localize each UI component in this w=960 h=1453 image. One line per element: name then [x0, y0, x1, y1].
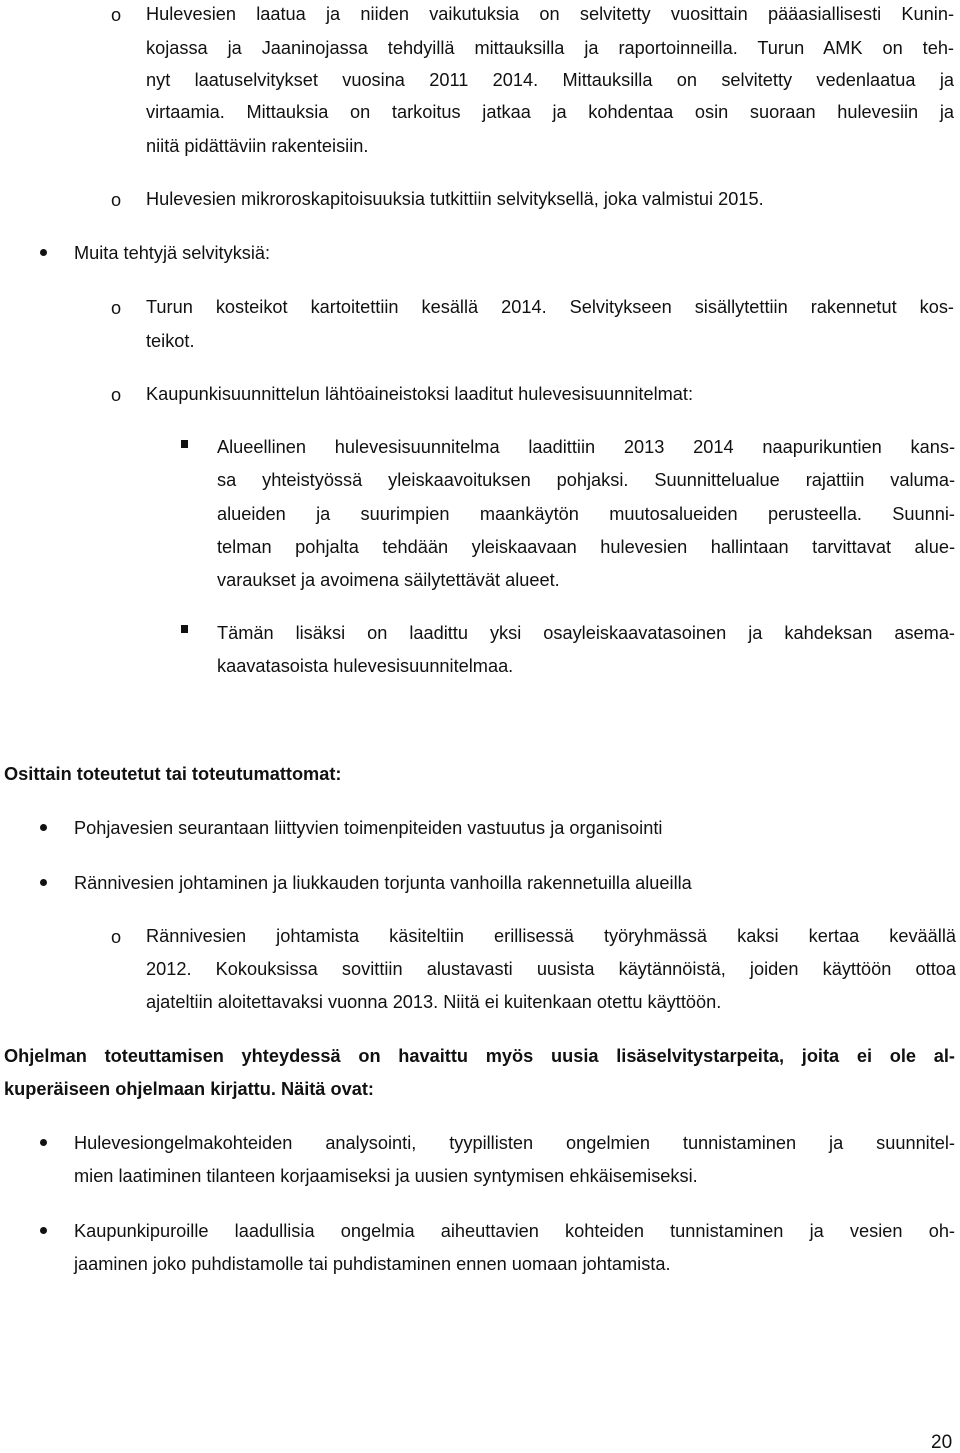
paragraph-line: Hulevesien laatua ja niiden vaikutuksia on selvitetty vuosittain pääasiallisesti Kunin- — [146, 4, 954, 24]
list-marker-bullet — [40, 1139, 47, 1146]
paragraph-line: varaukset ja avoimena säilytettävät alueet. — [217, 570, 560, 590]
list-marker-bullet — [40, 824, 47, 831]
paragraph-line: virtaamia. Mittauksia on tarkoitus jatkaa ja kohdentaa osin suoraan hulevesiin ja — [146, 102, 954, 122]
paragraph-line: kojassa ja Jaaninojassa tehdyillä mittauksilla ja raportoinneilla. Turun AMK on teh- — [146, 38, 954, 58]
list-marker-circle: o — [111, 5, 122, 25]
paragraph-line: telman pohjalta tehdään yleiskaavaan hulevesien hallintaan tarvittavat alue- — [217, 537, 955, 557]
paragraph-line: Turun kosteikot kartoitettiin kesällä 2014. Selvitykseen sisällytettiin rakennetut kos- — [146, 297, 954, 317]
list-marker-circle: o — [111, 927, 122, 947]
page-number: 20 — [931, 1432, 953, 1453]
paragraph-line: kaavatasoista hulevesisuunnitelmaa. — [217, 656, 514, 676]
paragraph-line: Kaupunkipuroille laadullisia ongelmia aiheuttavien kohteiden tunnistaminen ja vesien oh- — [74, 1221, 955, 1241]
paragraph-line: Rännivesien johtaminen ja liukkauden torjunta vanhoilla rakennetuilla alueilla — [74, 873, 692, 893]
paragraph-line: sa yhteistyössä yleiskaavoituksen pohjaksi. Suunnittelualue rajattiin valuma- — [217, 470, 955, 490]
paragraph-line: niitä pidättäviin rakenteisiin. — [146, 136, 369, 156]
paragraph-line: Kaupunkisuunnittelun lähtöaineistoksi laaditut hulevesisuunnitelmat: — [146, 384, 693, 404]
section-heading: Osittain toteutetut tai toteutumattomat: — [4, 764, 342, 784]
paragraph-line: teikot. — [146, 331, 195, 351]
list-marker-circle: o — [111, 385, 122, 405]
paragraph-line: Hulevesiongelmakohteiden analysointi, tyypillisten ongelmien tunnistaminen ja suunnitel- — [74, 1133, 955, 1153]
section-heading: kuperäiseen ohjelmaan kirjattu. Näitä ovat: — [4, 1079, 374, 1099]
list-marker-bullet — [40, 249, 47, 256]
paragraph-line: jaaminen joko puhdistamolle tai puhdistaminen ennen uomaan johtamista. — [74, 1254, 671, 1274]
list-marker-bullet — [40, 879, 47, 886]
list-marker-square — [181, 625, 188, 633]
paragraph-line: 2012. Kokouksissa sovittiin alustavasti uusista käytännöistä, joiden käyttöön ottoa — [146, 959, 956, 979]
list-marker-bullet — [40, 1227, 47, 1234]
paragraph-line: Muita tehtyjä selvityksiä: — [74, 243, 271, 263]
list-marker-square — [181, 440, 188, 448]
paragraph-line: Rännivesien johtamista käsiteltiin erillisessä työryhmässä kaksi kertaa keväällä — [146, 926, 956, 946]
paragraph-line: Alueellinen hulevesisuunnitelma laadittiin 2013 2014 naapurikuntien kans- — [217, 437, 955, 457]
paragraph-line: ajateltiin aloitettavaksi vuonna 2013. Niitä ei kuitenkaan otettu käyttöön. — [146, 992, 722, 1012]
paragraph-line: Tämän lisäksi on laadittu yksi osayleiskaavatasoinen ja kahdeksan asema- — [217, 623, 955, 643]
paragraph-line: nyt laatuselvitykset vuosina 2011 2014. Mittauksilla on selvitetty vedenlaatua ja — [146, 70, 954, 90]
section-heading: Ohjelman toteuttamisen yhteydessä on havaittu myös uusia lisäselvitystarpeita, joita ei ole al- — [4, 1046, 955, 1066]
list-marker-circle: o — [111, 298, 122, 318]
paragraph-line: mien laatiminen tilanteen korjaamiseksi ja uusien syntymisen ehkäisemiseksi. — [74, 1166, 698, 1186]
paragraph-line: alueiden ja suurimpien maankäytön muutosalueiden perusteella. Suunni- — [217, 504, 955, 524]
list-marker-circle: o — [111, 190, 122, 210]
paragraph-line: Pohjavesien seurantaan liittyvien toimenpiteiden vastuutus ja organisointi — [74, 818, 663, 838]
paragraph-line: Hulevesien mikroroskapitoisuuksia tutkittiin selvityksellä, joka valmistui 2015. — [146, 189, 764, 209]
